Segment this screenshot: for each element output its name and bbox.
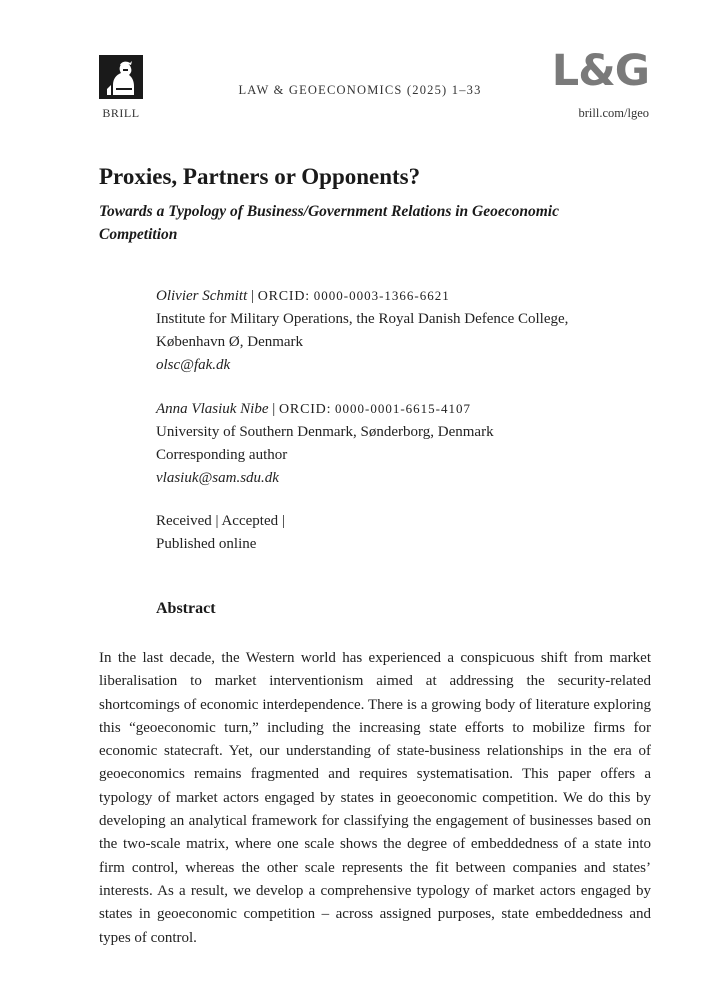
orcid-id[interactable]: 0000-0003-1366-6621 xyxy=(313,288,450,303)
journal-logo: L&G xyxy=(551,46,649,96)
paper-title: Proxies, Partners or Opponents? xyxy=(99,164,421,189)
author-name: Anna Vlasiuk Nibe xyxy=(156,401,269,417)
publisher-name: BRILL xyxy=(102,106,140,120)
author-email[interactable]: vlasiuk@sam.sdu.dk xyxy=(156,470,279,486)
affiliation: Institute for Military Operations, the Royal Danish Defence College, xyxy=(156,311,569,327)
brill-logo-icon xyxy=(99,55,143,99)
abstract-heading: Abstract xyxy=(156,600,216,617)
orcid-label: ORCID: xyxy=(257,289,310,304)
separator: | xyxy=(250,288,254,304)
received-accepted-line: Received | Accepted | xyxy=(156,513,285,529)
corresponding-author-note: Corresponding author xyxy=(156,447,288,463)
author-block xyxy=(156,284,636,377)
paper-subtitle: Towards a Typology of Business/Government Relations in Geoeconomic Competition xyxy=(99,203,559,243)
orcid-id[interactable]: 0000-0001-6615-4107 xyxy=(335,401,472,416)
author-name: Olivier Schmitt xyxy=(156,288,248,304)
affiliation-location: København Ø, Denmark xyxy=(156,334,304,350)
author-line xyxy=(156,284,636,308)
author-email[interactable]: olsc@fak.dk xyxy=(156,357,231,373)
journal-citation: LAW & GEOECONOMICS (2025) 1–33 xyxy=(238,83,482,97)
affiliation: University of Southern Denmark, Sønderborg, Denmark xyxy=(156,424,494,440)
publication-dates xyxy=(156,510,285,556)
author-line xyxy=(156,397,636,421)
journal-url[interactable]: brill.com/lgeo xyxy=(578,106,649,120)
separator: | xyxy=(272,401,276,417)
orcid-label: ORCID: xyxy=(279,402,332,417)
abstract-body: In the last decade, the Western world has experienced a conspicuous shift from market liberalisation to market interventionism aimed at addressing the security-related shortcomings of economic interdependence. There is a growing body of literature exploring this “geoeconomic turn,” including the increasing state efforts to mobilize firms for economic statecraft. Yet, our understanding of state-business relationships in the era of geoeconomics remains fragmented and requires systematisation. This paper offers a typology of market actors engaged by states in geoeconomic competition. We do this by developing an analytical framework for classifying the engagement of businesses based on the two-scale matrix, where one scale shows the degree of embeddedness of a state into firm control, whereas the other scale represents the fit between companies and states’ interests. As a result, we develop a comprehensive typology of market actors engaged by states in geoeconomic competition – across assigned purposes, state embeddedness and types of control. xyxy=(99,650,651,946)
published-online-line: Published online xyxy=(156,536,257,552)
author-block xyxy=(156,397,636,490)
